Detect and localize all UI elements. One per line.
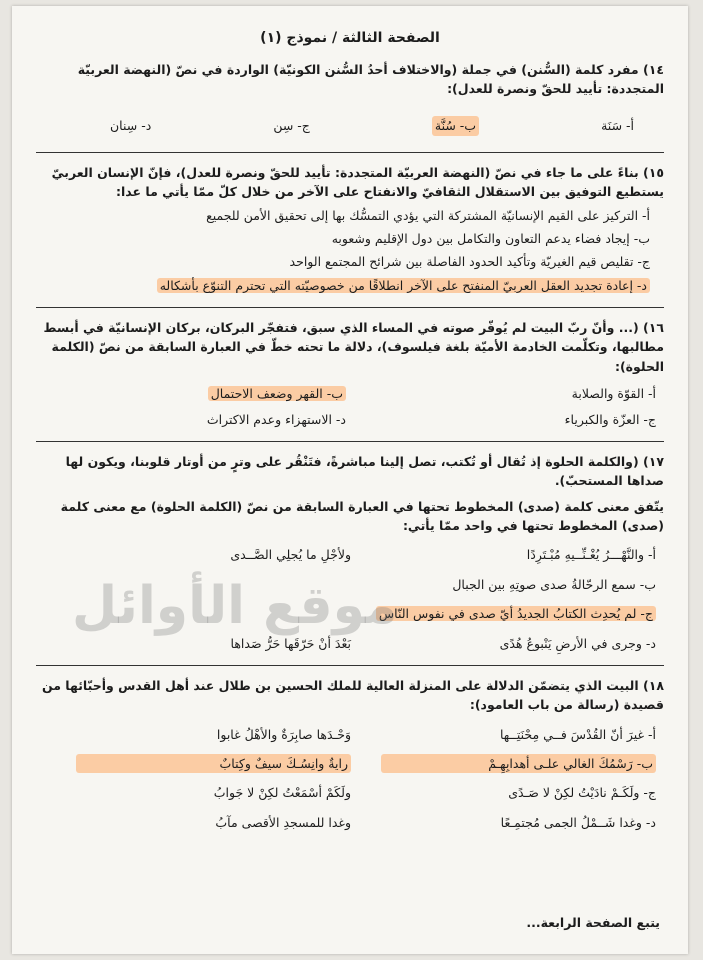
q14-option-a[interactable]: أ- سَنَة: [601, 118, 634, 134]
q14-option-b-highlighted[interactable]: ب- سُنَّة: [432, 116, 479, 135]
question-14: [36, 60, 664, 140]
q16-option-b-highlighted[interactable]: ب- القهر وضعف الاحتمال: [208, 386, 346, 401]
q18-option-c-part2: ولَكَمْ أسْمَعْتُ لكِنْ لا جَوابُ: [213, 785, 351, 801]
page-footer: يتبع الصفحة الرابعة...: [526, 914, 660, 930]
question-17-subtext: يتّفق معنى كلمة (صدى) المخطوط تحتها في العبارة السابقة من نصّ (الكلمة الحلوة) مع معنى كلمة (صدى) المخطوط تحتها في واحد ممّا يأتي:: [60, 498, 664, 534]
q16-option-c[interactable]: ج- العزّة والكبرياء: [564, 411, 656, 427]
q15-option-b[interactable]: ب- إيجاد فضاء يدعم التعاون والتكامل بين دول الإقليم وشعوبه: [331, 230, 650, 246]
q17-option-d-part2: بَعْدَ أنْ حَرّقَها حَرُّ صَداها: [230, 635, 351, 651]
question-16-text: ١٦) (... وأنّ ربّ البيت لم يُوفّر صوته في المساء الذي سبق، فتفجّر البركان، بركان الإنسانيّة في أبسط مطالبها، وتكلّمت الخادمة الأميّة بلغة فيلسوف)، دلالة ما تحته خطّ في العبارة السابقة من نصّ (الكلمة الحلوة):: [43, 320, 664, 374]
question-17: [36, 452, 664, 653]
q18-option-a-part1[interactable]: أ- غيرَ أنّ القُدْسَ فــي مِحْنَتِــها: [499, 726, 656, 742]
divider: [36, 307, 664, 308]
q18-option-c-part1[interactable]: ج- ولَكَـمْ نادَيْتُ لكِنْ لا صَـدًى: [508, 785, 656, 801]
q17-option-c-highlighted[interactable]: ج- لم يُحدِث الكتابُ الجديدُ أيّ صدى في نفوس النّاس: [376, 606, 656, 621]
q16-option-d[interactable]: د- الاستهزاء وعدم الاكتراث: [206, 411, 346, 427]
watermark: موقع الأوائل: [72, 576, 398, 636]
q14-option-d[interactable]: د- سِنان: [110, 118, 152, 134]
divider: [36, 665, 664, 666]
q18-option-a-part2: وَحْـدَها صابِرَةٌ والأهْلُ غابوا: [216, 726, 351, 742]
question-14-text: ١٤) مفرد كلمة (السُّنن) في جملة (والاختلاف أحدُ السُّنن الكونيّة) الواردة في نصّ (النهضة العربيّة المتجددة: تأييد للحقّ ونصرة للعدل):: [77, 61, 664, 97]
question-17-text: ١٧) (والكلمة الحلوة إذ تُقال أو تُكتب، تصل إلينا مباشرةً، فتَنْقُر على وترٍ من أوتار قلوبنا، ويكون لها صداها المستحبّ).: [65, 453, 664, 489]
page-title: الصفحة الثالثة / نموذج (١): [260, 30, 440, 46]
q18-option-d-part1[interactable]: د- وغدا شَــمْلُ الجمى مُجتمِـعًا: [500, 814, 656, 830]
question-18: [36, 676, 664, 832]
q15-option-c[interactable]: ج- تقليص قيم الغيريّة وتأكيد الحدود الفاصلة بين شرائح المجتمع الواحد: [289, 254, 650, 270]
question-16: [36, 318, 664, 429]
question-18-verses: [76, 725, 656, 833]
q14-option-c[interactable]: ج- سِن: [273, 118, 310, 134]
q17-option-b[interactable]: ب- سمع الرحّالةُ صدى صوتِهِ بين الجبال: [452, 576, 656, 592]
question-16-options: [66, 384, 656, 429]
divider: [36, 152, 664, 153]
divider: [36, 441, 664, 442]
q15-option-a[interactable]: أ- التركيز على القيم الإنسانيّة المشتركة التي يؤدي التمسُّك بها إلى تحقيق الأمن للجميع: [206, 207, 650, 223]
q18-option-b-part2-highlighted: رايةٌ وانِسُـكَ سيفٌ وكِتابٌ: [76, 754, 351, 773]
question-18-text: ١٨) البيت الذي يتضمّن الدلالة على المنزلة العالية للملك الحسين بن طلال عند أهل القدس وأحبّائها من قصيدة (رسالة من باب العامود):: [41, 677, 664, 713]
q18-option-b-part1-highlighted[interactable]: ب- رَسْمُكَ الغالي علـى أهدابِهِـمْ: [381, 754, 656, 773]
q17-option-a-part1[interactable]: أ- والنَّهْـــرُ يُغْـنِّــيهِ مُبْـتَرِدًا: [526, 547, 656, 563]
q18-option-d-part2: وغدا للمسجدِ الأقصى مآبُ: [215, 814, 351, 830]
question-15-text: ١٥) بناءً على ما جاء في نصّ (النهضة العربيّة المتجددة: تأييد للحقّ ونصرة للعدل)، فإنّ الإنسان العربيّ يستطيع التوفيق بين الاستقلال الثقافيّ والانفتاح على الآخر من خلال كلّ ممّا يأتي ما عدا:: [51, 164, 664, 200]
q16-option-a[interactable]: أ- القوّة والصلابة: [571, 386, 656, 402]
q15-option-d-highlighted[interactable]: د- إعادة تجديد العقل العربيّ المنفتح على الآخر انطلاقًا من خصوصيّته التي تحترم التنوّع بأشكاله: [157, 278, 650, 293]
question-14-options: [96, 112, 648, 139]
exam-page: [12, 6, 688, 954]
q17-option-d-part1[interactable]: د- وجرى في الأرضِ يَنْبوعُ هُدًى: [499, 635, 656, 651]
question-15: [36, 163, 664, 295]
q17-option-a-part2: ولأجْلِ ما يُجلِي الصَّــدى: [230, 547, 351, 563]
question-17-options: [76, 545, 656, 653]
